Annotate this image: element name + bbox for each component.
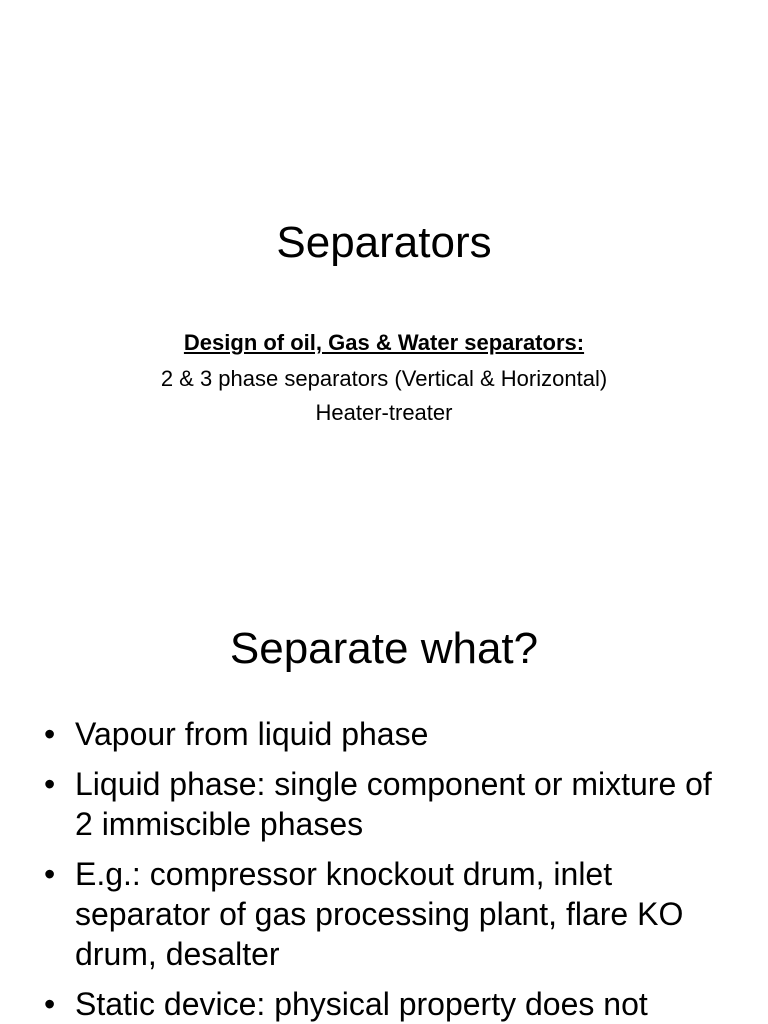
subtitle-line-phase-separators: 2 & 3 phase separators (Vertical & Horizontal) [160,366,608,391]
bullet-list [44,714,734,1024]
bullet-item [44,984,734,1024]
bullet-text: Static device: physical property does not [75,986,648,1022]
bullet-icon: • [44,716,56,752]
slide-title: Separate what? [229,624,539,673]
bullet-text: Vapour from liquid phase [75,716,429,752]
bullet-text: E.g.: compressor knockout drum, inlet separator of gas processing plant, flare KO drum, desalter [75,856,684,972]
bullet-icon: • [44,856,56,892]
bullet-item [44,854,734,974]
slide-title: Separators [276,218,492,267]
bullet-item [44,764,734,844]
bullet-icon: • [44,766,56,802]
bullet-icon: • [44,986,56,1022]
subtitle-block [140,329,628,433]
subtitle-heading: Design of oil, Gas & Water separators: [183,330,585,355]
bullet-item [44,714,734,754]
subtitle-line-heater-treater: Heater-treater [315,400,453,425]
slide-separate-what [0,576,768,1024]
bullet-text: Liquid phase: single component or mixture of 2 immiscible phases [75,766,712,842]
